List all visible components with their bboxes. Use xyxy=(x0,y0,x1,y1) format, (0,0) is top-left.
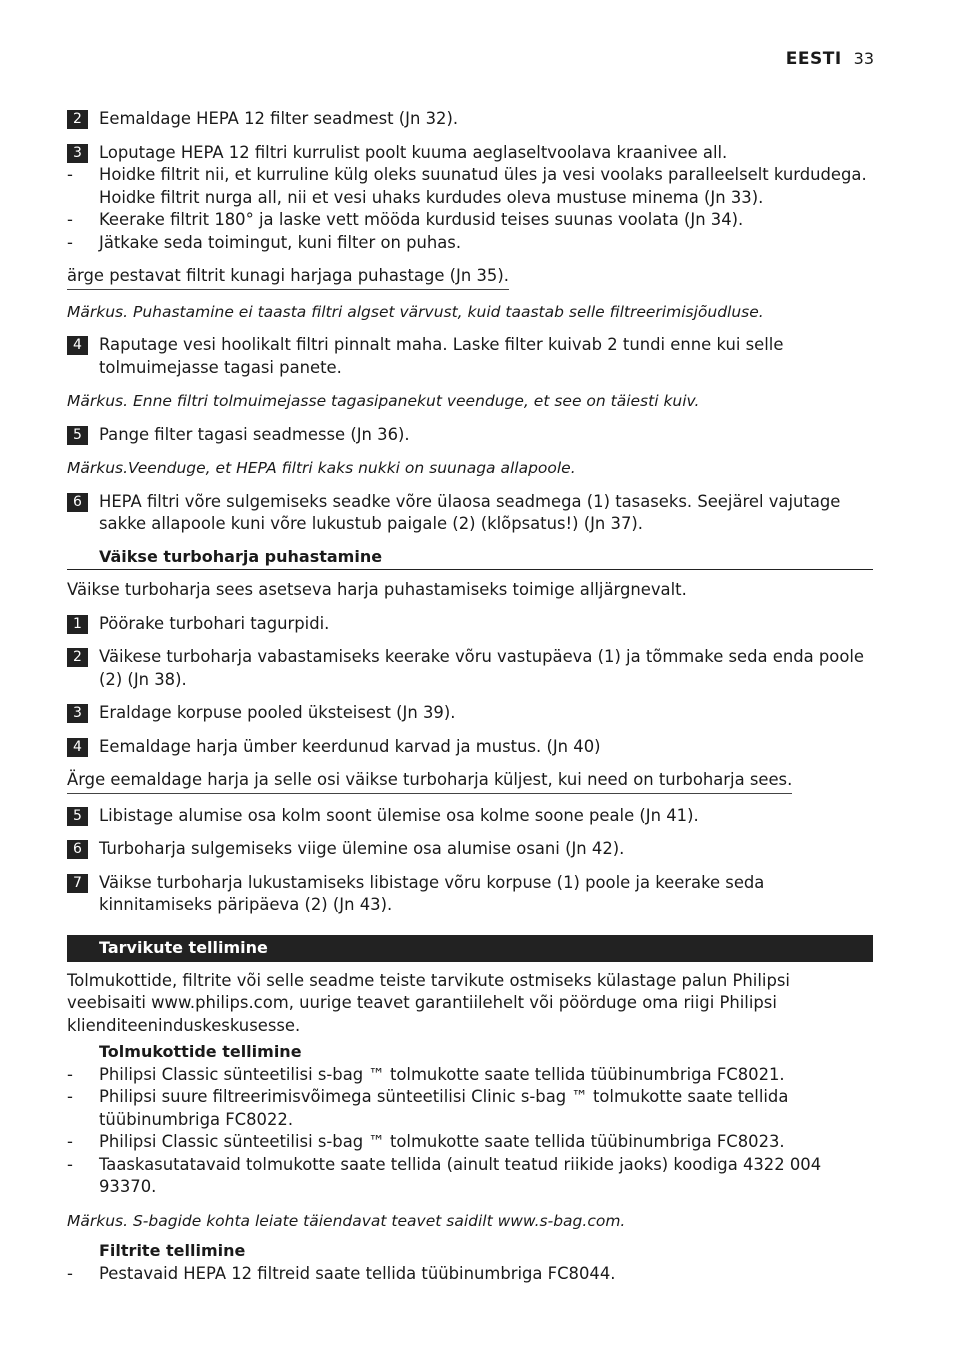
turbo-step-2 xyxy=(67,646,873,691)
note-1: Märkus. Puhastamine ei taasta filtri algset värvust, kuid taastab selle filtreerimisjõudluse. xyxy=(67,302,764,321)
step-text: Turboharja sulgemiseks viige ülemine osa alumise osani (Jn 42). xyxy=(99,839,625,858)
bullet-text: Keerake filtrit 180° ja laske vett mööda kurdusid teises suunas voolata (Jn 34). xyxy=(99,210,744,229)
step-4 xyxy=(67,334,873,379)
page-header xyxy=(786,49,874,69)
bullet-item: - Philipsi Classic sünteetilisi s-bag ™ tolmukotte saate tellida tüübinumbriga FC8023. xyxy=(67,1132,785,1151)
note-3: Märkus.Veenduge, et HEPA filtri kaks nukki on suunaga allapoole. xyxy=(67,459,576,477)
step-text: Raputage vesi hoolikalt filtri pinnalt maha. Laske filter kuivab 2 tundi enne kui selle tolmuimejasse tagasi panete. xyxy=(99,335,784,377)
bullet-item: - Keerake filtrit 180° ja laske vett mööda kurdusid teises suunas voolata (Jn 34). xyxy=(67,210,744,229)
turbo-step-1 xyxy=(67,613,873,636)
step-number: 6 xyxy=(67,840,88,859)
subsection-title-filters: Filtrite tellimine xyxy=(99,1241,246,1260)
step-text: Eemaldage harja ümber keerdunud karvad ja mustus. (Jn 40) xyxy=(99,736,601,756)
section-intro-turbo-brush: Väikse turboharja sees asetseva harja puhastamiseks toimige alljärgnevalt. xyxy=(67,580,687,599)
step-number: 4 xyxy=(67,738,88,757)
step-number: 4 xyxy=(67,336,88,355)
bullet-text: Jätkake seda toimingut, kuni filter on puhas. xyxy=(99,232,462,252)
step-2 xyxy=(67,108,873,131)
step-text: Eraldage korpuse pooled üksteisest (Jn 39). xyxy=(99,703,456,722)
bullet-item: - Jätkake seda toimingut, kuni filter on puhas. xyxy=(67,232,462,252)
turbo-step-7 xyxy=(67,872,873,917)
bullet-text: Pestavaid HEPA 12 filtreid saate tellida tüübinumbriga FC8044. xyxy=(99,1263,616,1283)
bullet-item: - Taaskasutatavaid tolmukotte saate tellida (ainult teatud riikide jaoks) koodiga 4322 004 93370. xyxy=(67,1154,822,1196)
step-3 xyxy=(67,142,873,165)
step-number: 1 xyxy=(67,615,88,634)
step-text: Libistage alumise osa kolm soont ülemise osa kolme soone peale (Jn 41). xyxy=(99,805,699,825)
turbo-step-4 xyxy=(67,736,873,759)
bullet-text: Philipsi suure filtreerimisvõimega sünteetilisi Clinic s-bag ™ tolmukotte saate tellida tüübinumbriga FC8022. xyxy=(99,1087,789,1129)
step-number: 3 xyxy=(67,704,88,723)
section-title-ordering: Tarvikute tellimine xyxy=(67,935,873,962)
step-number: 2 xyxy=(67,110,88,129)
bullet-item: - Philipsi Classic sünteetilisi s-bag ™ tolmukotte saate tellida tüübinumbriga FC8021. xyxy=(67,1064,785,1084)
turbo-step-3 xyxy=(67,702,873,725)
ordering-note: Märkus. S-bagide kohta leiate täiendavat teavet saidilt www.s-bag.com. xyxy=(67,1211,626,1230)
bullet-text: Hoidke filtrit nii, et kurruline külg oleks suunatud üles ja vesi voolaks paralleelselt kurdudega. Hoidke filtrit nurga all, nii et vesi uhaks kurdudes oleva mustuse minema (Jn 33). xyxy=(99,165,867,207)
turbo-warning-text: Ärge eemaldage harja ja selle osi väikse turboharja küljest, kui need on turboharja sees. xyxy=(67,769,873,794)
subsection-title-bags: Tolmukottide tellimine xyxy=(99,1042,302,1061)
section-title-turbo-brush: Väikse turboharja puhastamine xyxy=(67,546,873,571)
page-number: 33 xyxy=(853,49,874,68)
note-2: Märkus. Enne filtri tolmuimejasse tagasipanekut veenduge, et see on täiesti kuiv. xyxy=(67,392,700,410)
step-number: 5 xyxy=(67,426,88,445)
step-text: Pöörake turbohari tagurpidi. xyxy=(99,613,330,633)
bullet-item: - Philipsi suure filtreerimisvõimega sünteetilisi Clinic s-bag ™ tolmukotte saate tellida tüübinumbriga FC8022. xyxy=(67,1087,789,1129)
warning-text: ärge pestavat filtrit kunagi harjaga puhastage (Jn 35). xyxy=(67,265,873,290)
step-text: Eemaldage HEPA 12 filter seadmest (Jn 32). xyxy=(99,109,459,128)
bullet-text: Taaskasutatavaid tolmukotte saate tellida (ainult teatud riikide jaoks) koodiga 4322 004 93370. xyxy=(99,1154,822,1196)
step-number: 7 xyxy=(67,874,88,893)
bullet-text: Philipsi Classic sünteetilisi s-bag ™ tolmukotte saate tellida tüübinumbriga FC8023. xyxy=(99,1132,785,1151)
step-text: Väikese turboharja vabastamiseks keerake võru vastupäeva (1) ja tõmmake seda enda poole (2) (Jn 38). xyxy=(99,647,865,689)
bullet-item: - Pestavaid HEPA 12 filtreid saate tellida tüübinumbriga FC8044. xyxy=(67,1263,616,1283)
step-number: 3 xyxy=(67,144,88,163)
turbo-step-5 xyxy=(67,805,873,828)
language-label: EESTI xyxy=(785,49,842,69)
step-number: 6 xyxy=(67,493,88,512)
step-text: HEPA filtri võre sulgemiseks seadke võre ülaosa seadmega (1) tasaseks. Seejärel vajutage sakke allapoole kuni võre lukustub paigale (2) (klõpsatus!) (Jn 37). xyxy=(99,491,841,533)
step-number: 5 xyxy=(67,807,88,826)
step-5 xyxy=(67,424,873,447)
step-text: Loputage HEPA 12 filtri kurrulist poolt kuuma aeglaseltvoolava kraanivee all. xyxy=(99,142,728,162)
page-content xyxy=(67,108,873,1285)
step-6 xyxy=(67,491,873,536)
turbo-step-6 xyxy=(67,838,873,861)
bullet-text: Philipsi Classic sünteetilisi s-bag ™ tolmukotte saate tellida tüübinumbriga FC8021. xyxy=(99,1064,785,1084)
bullet-item: - Hoidke filtrit nii, et kurruline külg oleks suunatud üles ja vesi voolaks paralleelselt kurdudega. Hoidke filtrit nurga all, nii et vesi uhaks kurdudes oleva mustuse minema (Jn 33). xyxy=(67,165,867,207)
section-intro-ordering: Tolmukottide, filtrite või selle seadme teiste tarvikute ostmiseks külastage palun Philipsi veebisaiti www.philips.com, uurige teavet garantiilehelt või pöörduge oma riigi Philipsi klienditeeninduskeskusesse. xyxy=(67,970,790,1035)
step-text: Pange filter tagasi seadmesse (Jn 36). xyxy=(99,424,410,444)
step-text: Väikse turboharja lukustamiseks libistage võru korpuse (1) poole ja keerake seda kinnitamiseks päripäeva (2) (Jn 43). xyxy=(99,872,765,914)
step-number: 2 xyxy=(67,648,88,667)
